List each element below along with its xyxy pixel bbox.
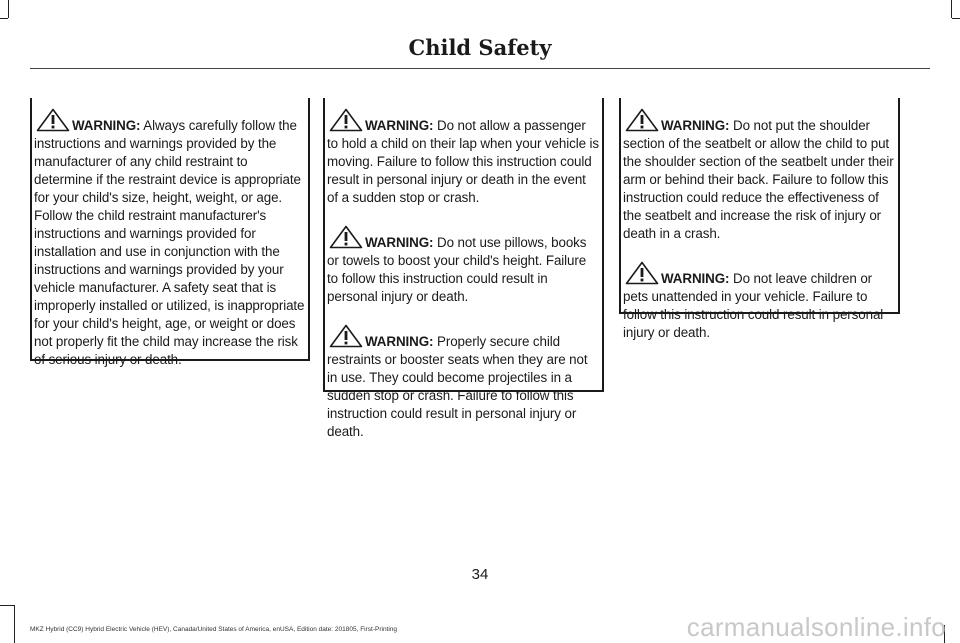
crop-mark-bottom-left xyxy=(0,605,14,606)
warning-triangle-icon xyxy=(625,261,659,285)
warning-paragraph xyxy=(623,108,896,243)
warning-text: Do not allow a passenger to hold a child on their lap when your vehicle is moving. Failure to follow this instruction could result in personal injury or death in the event of a sudden stop or crash. xyxy=(327,118,600,205)
warning-text: Properly secure child restraints or booster seats when they are not in use. They could become projectiles in a sudden stop or crash. Failure to follow this instruction could result in personal injury or death. xyxy=(327,334,588,439)
crop-mark-top-left xyxy=(8,0,9,18)
crop-mark-bottom-left xyxy=(14,605,15,643)
warning-label: WARNING: xyxy=(661,118,730,133)
warning-text: Do not leave children or pets unattended in your vehicle. Failure to follow this instruction could result in personal injury or death. xyxy=(623,271,884,340)
warning-paragraph xyxy=(34,108,306,369)
warning-text: Always carefully follow the instructions and warnings provided by the manufacturer of any child restraint to determine if the restraint device is appropriate for your child's size, height, weight, or age. Follow the child restraint manufacturer's instructions and warnings provided for installation and use in conjunction with the instructions and warnings provided by your vehicle manufacturer. A safety seat that is improperly installed or utilized, is inappropriate for your child's height, age, or weight or does not properly fit the child may increase the risk of serious injury or death. xyxy=(34,118,305,367)
warning-label: WARNING: xyxy=(365,118,434,133)
footer-edition-text: MKZ Hybrid (CC9) Hybrid Electric Vehicle (HEV), Canada/United States of America, enUSA, Edition date: 201805, First-Printing xyxy=(30,626,398,633)
warning-triangle-icon xyxy=(36,108,70,132)
warning-triangle-icon xyxy=(625,108,659,132)
warning-column-2 xyxy=(323,98,604,439)
warning-text: Do not put the shoulder section of the seatbelt or allow the child to put the shoulder section of the seatbelt under their arm or behind their back. Failure to follow this instruction could reduce the effectiveness of the seatbelt and increase the risk of injury or death in a crash. xyxy=(623,118,894,241)
warning-label: WARNING: xyxy=(661,271,730,286)
crop-mark-top-right xyxy=(952,18,960,19)
warning-label: WARNING: xyxy=(365,334,434,349)
page-number: 34 xyxy=(471,566,489,583)
warning-paragraph xyxy=(327,225,600,306)
warning-paragraph xyxy=(327,324,600,441)
warning-triangle-icon xyxy=(329,108,363,132)
warning-label: WARNING: xyxy=(365,235,434,250)
crop-mark-top-right xyxy=(951,0,952,18)
warning-triangle-icon xyxy=(329,225,363,249)
warning-paragraph xyxy=(327,108,600,207)
warning-column-1 xyxy=(30,98,310,367)
page-title: Child Safety xyxy=(408,35,552,60)
watermark: carmanualsonline.info xyxy=(686,612,946,642)
crop-mark-top-left xyxy=(0,18,8,19)
warning-triangle-icon xyxy=(329,324,363,348)
title-divider xyxy=(30,68,930,69)
warning-paragraph xyxy=(623,261,896,342)
warning-text: Do not use pillows, books or towels to boost your child's height. Failure to follow this instruction could result in personal injury or death. xyxy=(327,235,587,304)
warning-label: WARNING: xyxy=(72,118,141,133)
warning-column-3 xyxy=(619,98,900,340)
